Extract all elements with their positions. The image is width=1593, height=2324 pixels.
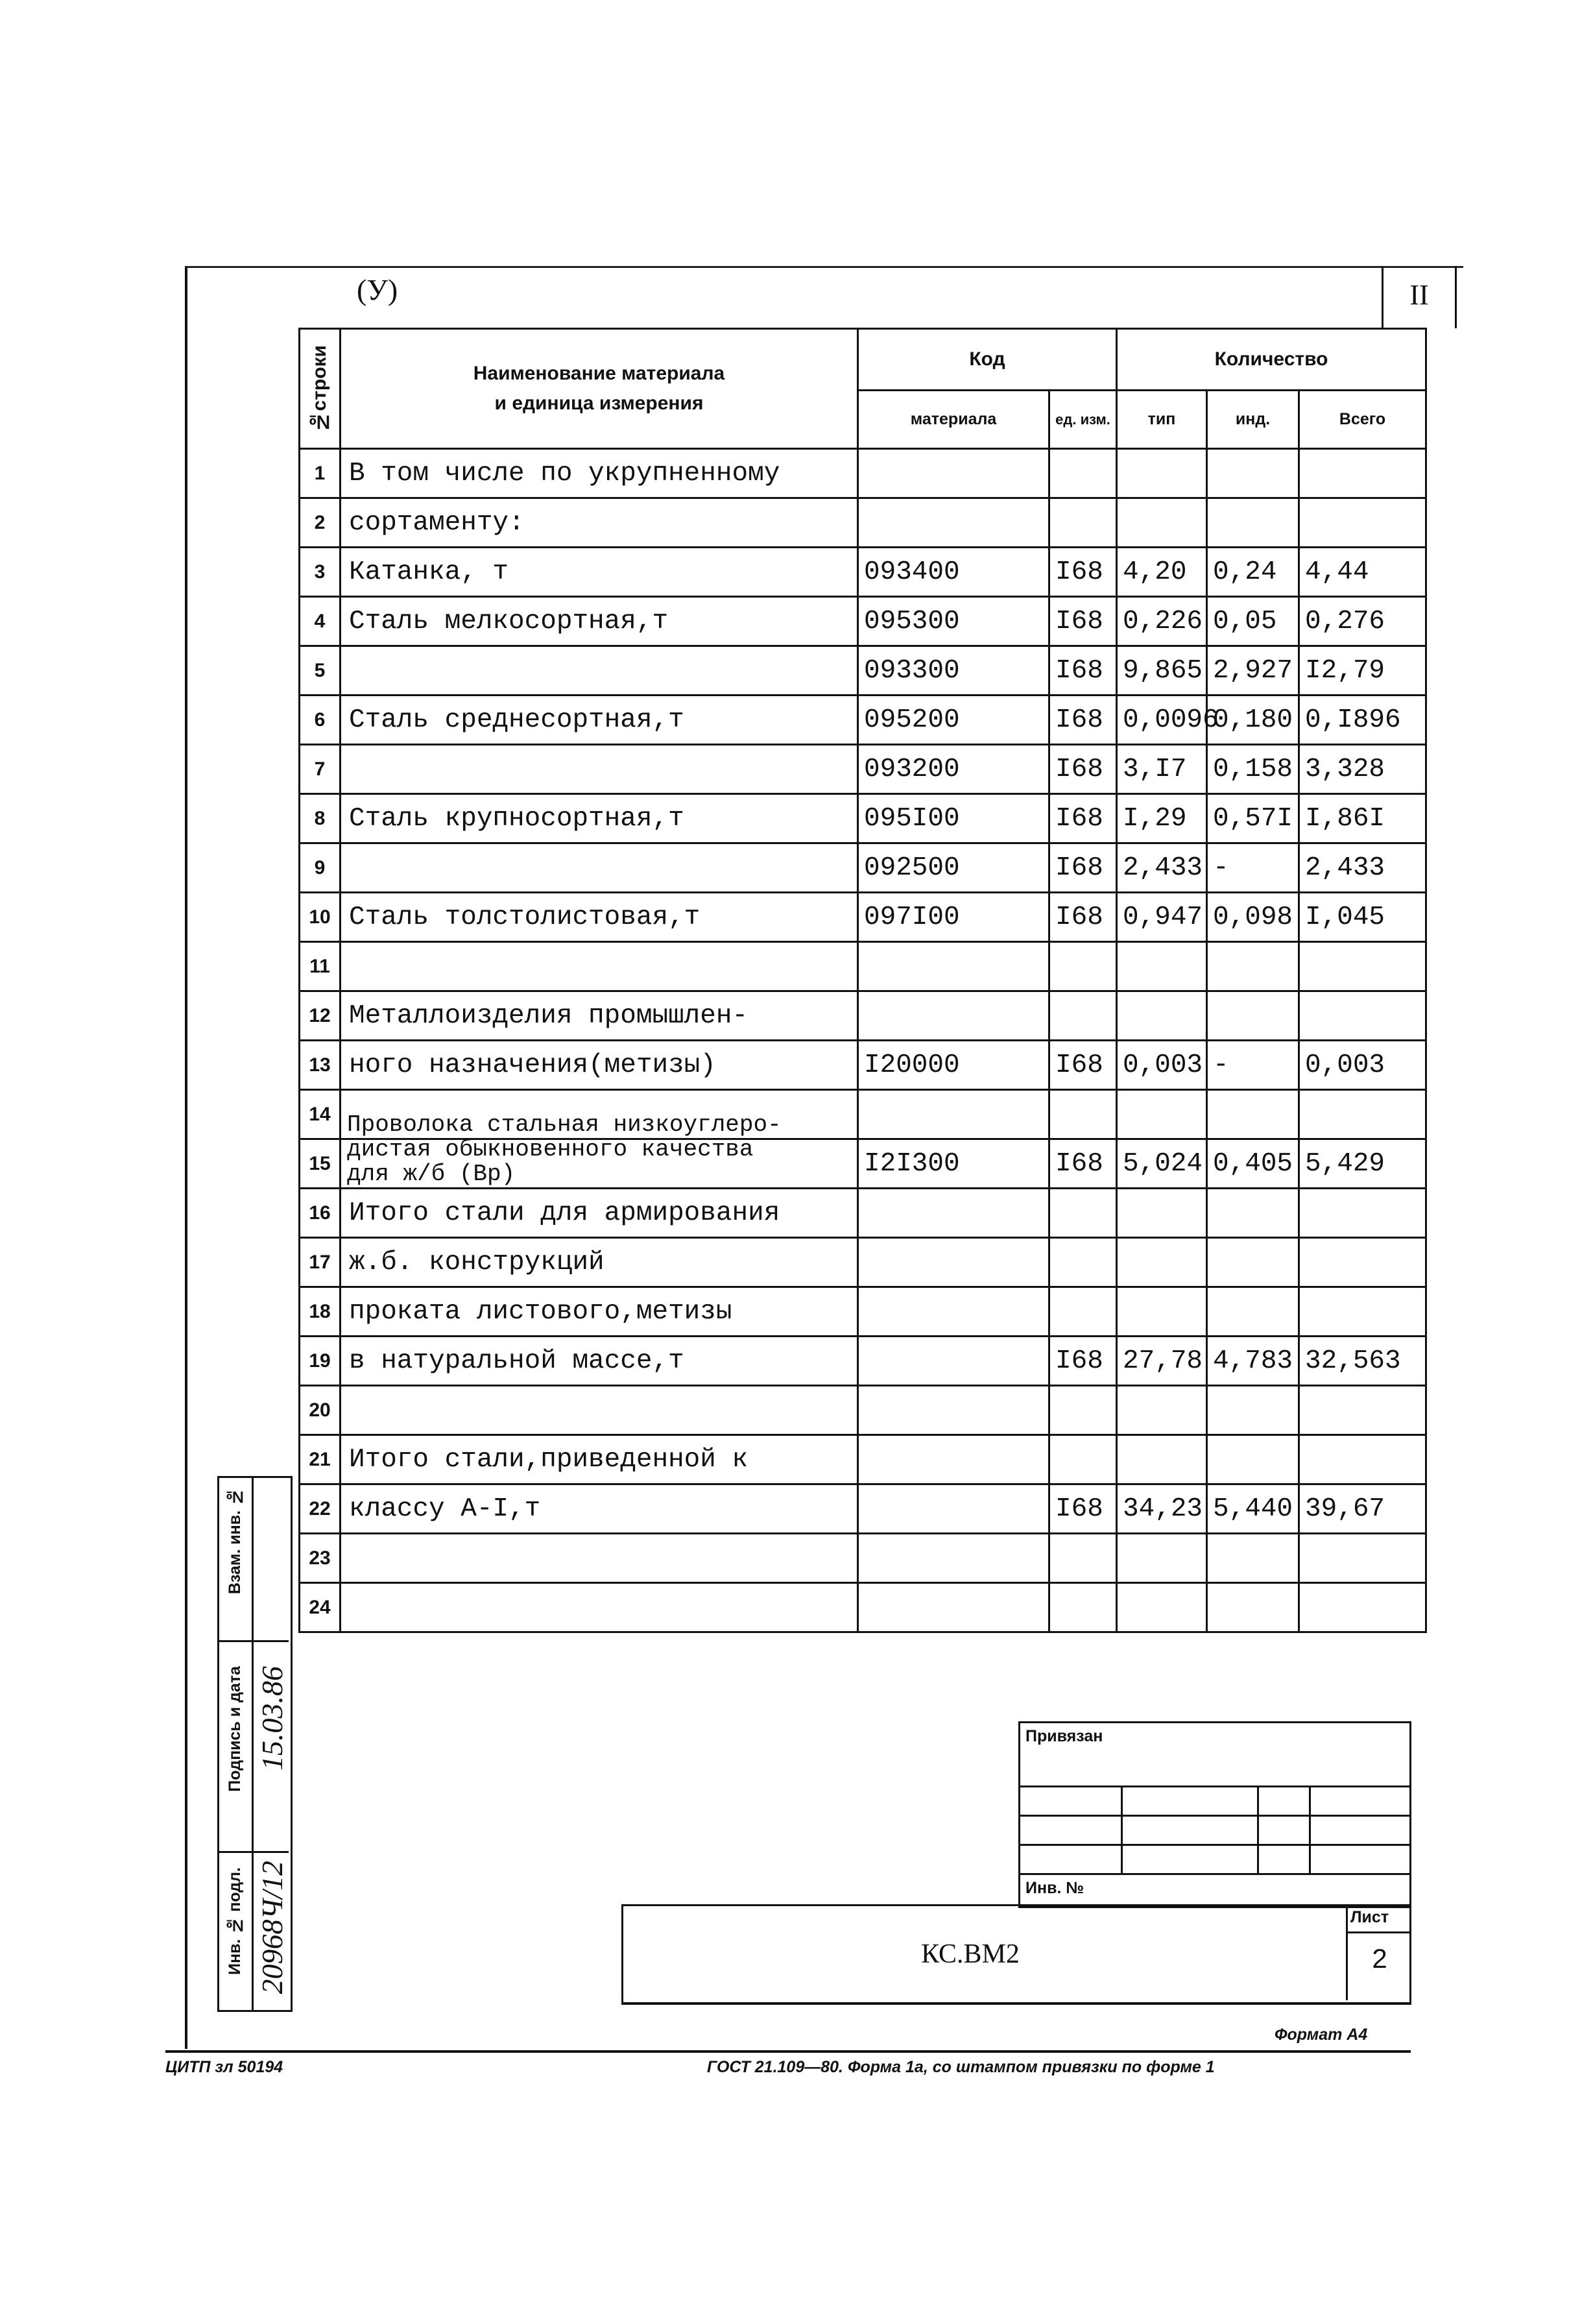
table-row <box>300 548 1426 597</box>
qty-total-cell: I,045 <box>1299 893 1426 942</box>
material-name-cell: ж.б. конструкций <box>341 1238 858 1287</box>
unit-code-cell <box>1049 1386 1117 1435</box>
qty-type-cell: 0,226 <box>1117 597 1207 646</box>
table-row <box>300 1238 1426 1287</box>
qty-ind-cell <box>1207 1435 1299 1484</box>
unit-code-cell: I68 <box>1049 1484 1117 1534</box>
row-number-cell: 14 <box>300 1090 341 1139</box>
table-row <box>300 893 1426 942</box>
qty-type-header: тип <box>1117 391 1207 449</box>
qty-ind-cell: 4,783 <box>1207 1337 1299 1386</box>
table-row <box>300 1583 1426 1632</box>
row-number-cell: 7 <box>300 745 341 794</box>
row-number-cell: 22 <box>300 1484 341 1534</box>
unit-code-cell: I68 <box>1049 893 1117 942</box>
unit-code-cell: I68 <box>1049 548 1117 597</box>
row-number-cell: 24 <box>300 1583 341 1632</box>
qty-total-cell: 0,003 <box>1299 1041 1426 1090</box>
qty-total-cell: 32,563 <box>1299 1337 1426 1386</box>
qty-ind-cell <box>1207 498 1299 548</box>
material-code-cell <box>858 1386 1049 1435</box>
table-row <box>300 1041 1426 1090</box>
material-name-cell <box>341 942 858 991</box>
qty-type-cell <box>1117 1583 1207 1632</box>
unit-code-cell: I68 <box>1049 597 1117 646</box>
material-name-cell <box>341 745 858 794</box>
row-number-cell: 17 <box>300 1238 341 1287</box>
row-number-cell: 20 <box>300 1386 341 1435</box>
qty-ind-cell <box>1207 1189 1299 1238</box>
qty-total-header: Всего <box>1299 391 1426 449</box>
row-number-cell: 11 <box>300 942 341 991</box>
table-row <box>300 794 1426 843</box>
qty-total-cell <box>1299 942 1426 991</box>
inv-number-value: 20968Ч/12 <box>256 1861 289 1994</box>
qty-total-cell: 3,328 <box>1299 745 1426 794</box>
qty-total-cell: 2,433 <box>1299 843 1426 893</box>
wire-description <box>347 1113 859 1187</box>
qty-total-cell: I,86I <box>1299 794 1426 843</box>
row-number-cell: 10 <box>300 893 341 942</box>
row-number-cell: 1 <box>300 449 341 498</box>
qty-type-cell <box>1117 1435 1207 1484</box>
qty-type-cell: 0,0096 <box>1117 696 1207 745</box>
qty-type-cell <box>1117 498 1207 548</box>
unit-code-cell: I68 <box>1049 696 1117 745</box>
unit-code-cell <box>1049 1090 1117 1139</box>
sheet-corner-number: II <box>1382 266 1457 328</box>
qty-ind-cell <box>1207 1386 1299 1435</box>
sheet-label: Лист <box>1350 1908 1389 1926</box>
wire-description-line: дистая обыкновенного качества <box>347 1136 754 1163</box>
table-row <box>300 696 1426 745</box>
signature-date-label: Подпись и дата <box>226 1666 244 1792</box>
row-number-cell: 5 <box>300 646 341 696</box>
code-header: Код <box>858 329 1117 391</box>
table-row <box>300 1534 1426 1583</box>
qty-ind-cell <box>1207 449 1299 498</box>
qty-total-cell <box>1299 1534 1426 1583</box>
material-code-cell: 093200 <box>858 745 1049 794</box>
material-code-cell <box>858 1337 1049 1386</box>
row-number-cell: 21 <box>300 1435 341 1484</box>
qty-ind-cell: 2,927 <box>1207 646 1299 696</box>
qty-total-cell <box>1299 1386 1426 1435</box>
material-name-cell: В том числе по укрупненному <box>341 449 858 498</box>
table-row <box>300 745 1426 794</box>
qty-ind-cell: - <box>1207 1041 1299 1090</box>
qty-type-cell <box>1117 449 1207 498</box>
quantity-header: Количество <box>1117 329 1426 391</box>
qty-ind-cell <box>1207 1534 1299 1583</box>
qty-type-cell <box>1117 991 1207 1041</box>
row-number-cell: 9 <box>300 843 341 893</box>
binding-label: Привязан <box>1025 1727 1103 1745</box>
code-unit-header: ед. изм. <box>1049 391 1117 449</box>
qty-total-cell <box>1299 1287 1426 1337</box>
unit-code-cell: I68 <box>1049 794 1117 843</box>
table-row <box>300 1287 1426 1337</box>
material-code-cell <box>858 449 1049 498</box>
unit-code-cell <box>1049 1435 1117 1484</box>
qty-type-cell: 0,947 <box>1117 893 1207 942</box>
qty-total-cell <box>1299 1238 1426 1287</box>
stamp-divider <box>219 1640 289 1642</box>
qty-ind-cell: 0,098 <box>1207 893 1299 942</box>
qty-type-cell <box>1117 1090 1207 1139</box>
material-name-cell <box>341 646 858 696</box>
qty-type-cell <box>1117 1534 1207 1583</box>
material-code-cell <box>858 1189 1049 1238</box>
qty-total-cell: 0,276 <box>1299 597 1426 646</box>
code-material-header: материала <box>858 391 1049 449</box>
materials-table <box>298 328 1427 1633</box>
table-row <box>300 597 1426 646</box>
unit-code-cell: I68 <box>1049 1337 1117 1386</box>
material-name-cell <box>341 843 858 893</box>
wire-description-line: для ж/б (Вр) <box>347 1161 516 1187</box>
stamp-divider <box>219 1851 289 1853</box>
qty-type-cell <box>1117 1189 1207 1238</box>
table-row <box>300 1189 1426 1238</box>
material-code-cell: I2I300 <box>858 1139 1049 1189</box>
unit-code-cell: I68 <box>1049 1041 1117 1090</box>
material-code-cell: 095300 <box>858 597 1049 646</box>
row-number-cell: 23 <box>300 1534 341 1583</box>
material-code-cell <box>858 1238 1049 1287</box>
table-row <box>300 498 1426 548</box>
qty-type-cell: 3,I7 <box>1117 745 1207 794</box>
qty-ind-cell: 0,24 <box>1207 548 1299 597</box>
material-name-cell <box>341 1386 858 1435</box>
qty-ind-cell <box>1207 1090 1299 1139</box>
format-label: Формат А4 <box>1275 2026 1368 2044</box>
qty-ind-cell <box>1207 991 1299 1041</box>
material-code-cell <box>858 1435 1049 1484</box>
qty-type-cell: 5,024 <box>1117 1139 1207 1189</box>
qty-ind-cell: 0,180 <box>1207 696 1299 745</box>
row-number-cell: 16 <box>300 1189 341 1238</box>
row-number-cell: 19 <box>300 1337 341 1386</box>
material-name-cell: Итого стали для армирования <box>341 1189 858 1238</box>
replace-inv-label: Взам. инв. № <box>226 1488 244 1595</box>
qty-ind-cell: 5,440 <box>1207 1484 1299 1534</box>
unit-code-cell: I68 <box>1049 1139 1117 1189</box>
unit-code-cell <box>1049 1287 1117 1337</box>
qty-type-cell: I,29 <box>1117 794 1207 843</box>
top-mark: (У) <box>357 273 398 306</box>
qty-type-cell: 27,78 <box>1117 1337 1207 1386</box>
row-number-cell: 8 <box>300 794 341 843</box>
unit-code-cell: I68 <box>1049 745 1117 794</box>
material-code-cell <box>858 991 1049 1041</box>
unit-code-cell <box>1049 449 1117 498</box>
material-name-cell: Сталь толстолистовая,т <box>341 893 858 942</box>
qty-total-cell <box>1299 498 1426 548</box>
material-code-cell <box>858 942 1049 991</box>
qty-type-cell: 4,20 <box>1117 548 1207 597</box>
table-row <box>300 1435 1426 1484</box>
qty-ind-cell: - <box>1207 843 1299 893</box>
qty-type-cell <box>1117 1287 1207 1337</box>
row-number-cell: 6 <box>300 696 341 745</box>
row-number-cell: 4 <box>300 597 341 646</box>
frame-bottom-line <box>165 2050 1411 2053</box>
qty-total-cell <box>1299 1189 1426 1238</box>
unit-code-cell <box>1049 1189 1117 1238</box>
material-name-cell: Металлоизделия промышлен- <box>341 991 858 1041</box>
material-name-cell <box>341 1534 858 1583</box>
material-name-cell: Сталь мелкосортная,т <box>341 597 858 646</box>
qty-ind-cell <box>1207 942 1299 991</box>
material-code-cell: 092500 <box>858 843 1049 893</box>
unit-code-cell: I68 <box>1049 646 1117 696</box>
material-name-cell: сортаменту: <box>341 498 858 548</box>
unit-code-cell <box>1049 942 1117 991</box>
table-row <box>300 1386 1426 1435</box>
unit-code-cell <box>1049 498 1117 548</box>
material-code-cell: 097I00 <box>858 893 1049 942</box>
material-name-cell: в натуральной массе,т <box>341 1337 858 1386</box>
material-name-header: Наименование материала и единица измерения <box>341 329 858 449</box>
qty-ind-cell: 0,05 <box>1207 597 1299 646</box>
row-number-cell: 13 <box>300 1041 341 1090</box>
material-name-cell: Сталь крупносортная,т <box>341 794 858 843</box>
material-code-cell: 093300 <box>858 646 1049 696</box>
table-row <box>300 449 1426 498</box>
unit-code-cell: I68 <box>1049 843 1117 893</box>
material-code-cell <box>858 1534 1049 1583</box>
footer-gost: ГОСТ 21.109—80. Форма 1а, со штампом привязки по форме 1 <box>707 2058 1215 2076</box>
qty-total-cell <box>1299 1435 1426 1484</box>
material-code-cell <box>858 1484 1049 1534</box>
document-code: КС.ВМ2 <box>921 1939 1020 1969</box>
qty-type-cell <box>1117 1386 1207 1435</box>
qty-type-cell <box>1117 942 1207 991</box>
row-number-cell: 12 <box>300 991 341 1041</box>
qty-total-cell: I2,79 <box>1299 646 1426 696</box>
material-name-cell: Сталь среднесортная,т <box>341 696 858 745</box>
qty-ind-cell: 0,158 <box>1207 745 1299 794</box>
left-stamp <box>217 1476 293 2012</box>
qty-total-cell <box>1299 449 1426 498</box>
qty-total-cell <box>1299 1583 1426 1632</box>
qty-type-cell: 34,23 <box>1117 1484 1207 1534</box>
material-name-cell: проката листового,метизы <box>341 1287 858 1337</box>
unit-code-cell <box>1049 991 1117 1041</box>
footer-left: ЦИТП зл 50194 <box>165 2058 283 2076</box>
qty-total-cell <box>1299 1090 1426 1139</box>
table-row <box>300 991 1426 1041</box>
binding-stamp <box>1018 1721 1411 1908</box>
row-number-header: №строки <box>300 329 341 449</box>
table-row <box>300 1337 1426 1386</box>
material-name-cell: Итого стали,приведенной к <box>341 1435 858 1484</box>
material-code-cell <box>858 498 1049 548</box>
signature-date-value: 15.03.86 <box>256 1666 289 1771</box>
qty-ind-cell <box>1207 1583 1299 1632</box>
material-code-cell: 095200 <box>858 696 1049 745</box>
table-row <box>300 942 1426 991</box>
material-name-cell <box>341 1583 858 1632</box>
table-row <box>300 646 1426 696</box>
qty-ind-cell <box>1207 1287 1299 1337</box>
qty-total-cell: 39,67 <box>1299 1484 1426 1534</box>
qty-total-cell <box>1299 991 1426 1041</box>
material-code-cell <box>858 1287 1049 1337</box>
qty-type-cell: 9,865 <box>1117 646 1207 696</box>
material-code-cell: 093400 <box>858 548 1049 597</box>
material-code-cell <box>858 1583 1049 1632</box>
qty-ind-cell: 0,57I <box>1207 794 1299 843</box>
qty-total-cell: 4,44 <box>1299 548 1426 597</box>
material-code-cell <box>858 1090 1049 1139</box>
qty-ind-header: инд. <box>1207 391 1299 449</box>
wire-description-line: Проволока стальная низкоуглеро- <box>347 1111 782 1138</box>
unit-code-cell <box>1049 1238 1117 1287</box>
material-name-cell: классу А-I,т <box>341 1484 858 1534</box>
material-name-cell: Катанка, т <box>341 548 858 597</box>
qty-total-cell: 5,429 <box>1299 1139 1426 1189</box>
unit-code-cell <box>1049 1583 1117 1632</box>
qty-type-cell: 0,003 <box>1117 1041 1207 1090</box>
row-number-cell: 18 <box>300 1287 341 1337</box>
material-code-cell: 095I00 <box>858 794 1049 843</box>
material-code-cell: I20000 <box>858 1041 1049 1090</box>
qty-total-cell: 0,I896 <box>1299 696 1426 745</box>
unit-code-cell <box>1049 1534 1117 1583</box>
sheet-number: 2 <box>1372 1943 1387 1974</box>
binding-inv-label: Инв. № <box>1025 1879 1084 1897</box>
title-block <box>621 1904 1411 2005</box>
row-number-cell: 3 <box>300 548 341 597</box>
material-name-cell: ного назначения(метизы) <box>341 1041 858 1090</box>
sheet-cell <box>1346 1904 1411 2000</box>
row-number-cell: 2 <box>300 498 341 548</box>
qty-type-cell <box>1117 1238 1207 1287</box>
inv-original-label: Инв. № подл. <box>226 1867 244 1976</box>
table-row <box>300 843 1426 893</box>
qty-type-cell: 2,433 <box>1117 843 1207 893</box>
qty-ind-cell: 0,405 <box>1207 1139 1299 1189</box>
qty-ind-cell <box>1207 1238 1299 1287</box>
row-number-cell: 15 <box>300 1139 341 1189</box>
table-row <box>300 1484 1426 1534</box>
